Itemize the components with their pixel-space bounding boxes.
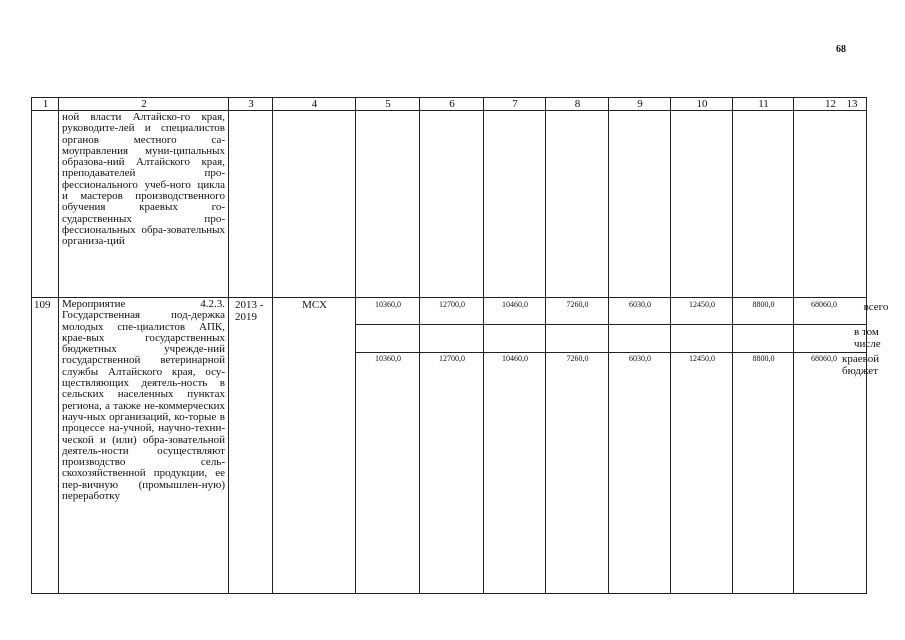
total-col-12: 68060,0 [811,300,837,309]
header-col-11: 11 [758,98,769,110]
regional-col-9: 6030,0 [629,354,651,363]
continued-description: ной власти Алтайско-го края, руководите-лей и специалистов органов местного са-моуправления муни-ципальных образова-ний Алтайского края, преподавателей про-фессионального учеб-ного цикла и мастеров производственного обучения краевых го-сударственных про-фессиональных обра-зовательных организа-ций [62,111,225,248]
header-col-8: 8 [574,98,581,110]
regional-source: краевой бюджет [842,353,880,377]
regional-col-11: 8800,0 [752,354,775,363]
regional-col-7: 10460,0 [502,354,528,363]
row-executor: МСХ [302,299,327,311]
header-col-5: 5 [385,98,391,110]
header-col-4: 4 [311,98,318,110]
total-col-11: 8800,0 [752,300,775,309]
header-col-9: 9 [637,98,643,110]
page-number: 68 [836,44,846,55]
regional-col-10: 12450,0 [689,354,715,363]
regional-col-8: 7260,0 [566,354,589,363]
including-source: в том числе [854,326,881,350]
budget-table [31,97,889,594]
row-period: 2013 - 2019 [235,299,264,323]
total-col-9: 6030,0 [629,300,651,309]
header-col-6: 6 [449,98,455,110]
row-description: Мероприятие 4.2.3. Государственная под-держка молодых спе-циалистов АПК, крае-вых государственных бюджетных учрежде-ний государственной ветеринарной службы Алтайского края, осу-ществляющих деятель-ность в сельских населенных пунктах региона, а также не-коммерческих науч-ных организаций, ко-торые в процессе на-учной, научно-техни-ческой и (или) обра-зовательной деятель-ности осуществляют производство сель-скохозяйственной продукции, ее пер-вичную (промышлен-ную) переработку [62,298,225,503]
regional-col-6: 12700,0 [439,354,465,363]
total-col-10: 12450,0 [689,300,715,309]
total-col-7: 10460,0 [502,300,528,309]
header-col-12: 12 [825,98,836,110]
header-col-1: 1 [42,98,49,110]
header-col-2: 2 [141,98,147,110]
total-source: всего [863,301,889,313]
regional-col-12: 68060,0 [811,354,837,363]
total-col-5: 10360,0 [375,300,401,309]
total-col-6: 12700,0 [439,300,465,309]
header-col-7: 7 [512,98,518,110]
regional-col-5: 10360,0 [375,354,401,363]
total-col-8: 7260,0 [566,300,589,309]
header-col-13: 13 [846,98,858,110]
header-col-10: 10 [696,98,708,110]
header-col-3: 3 [248,98,254,110]
row-number: 109 [34,299,51,311]
